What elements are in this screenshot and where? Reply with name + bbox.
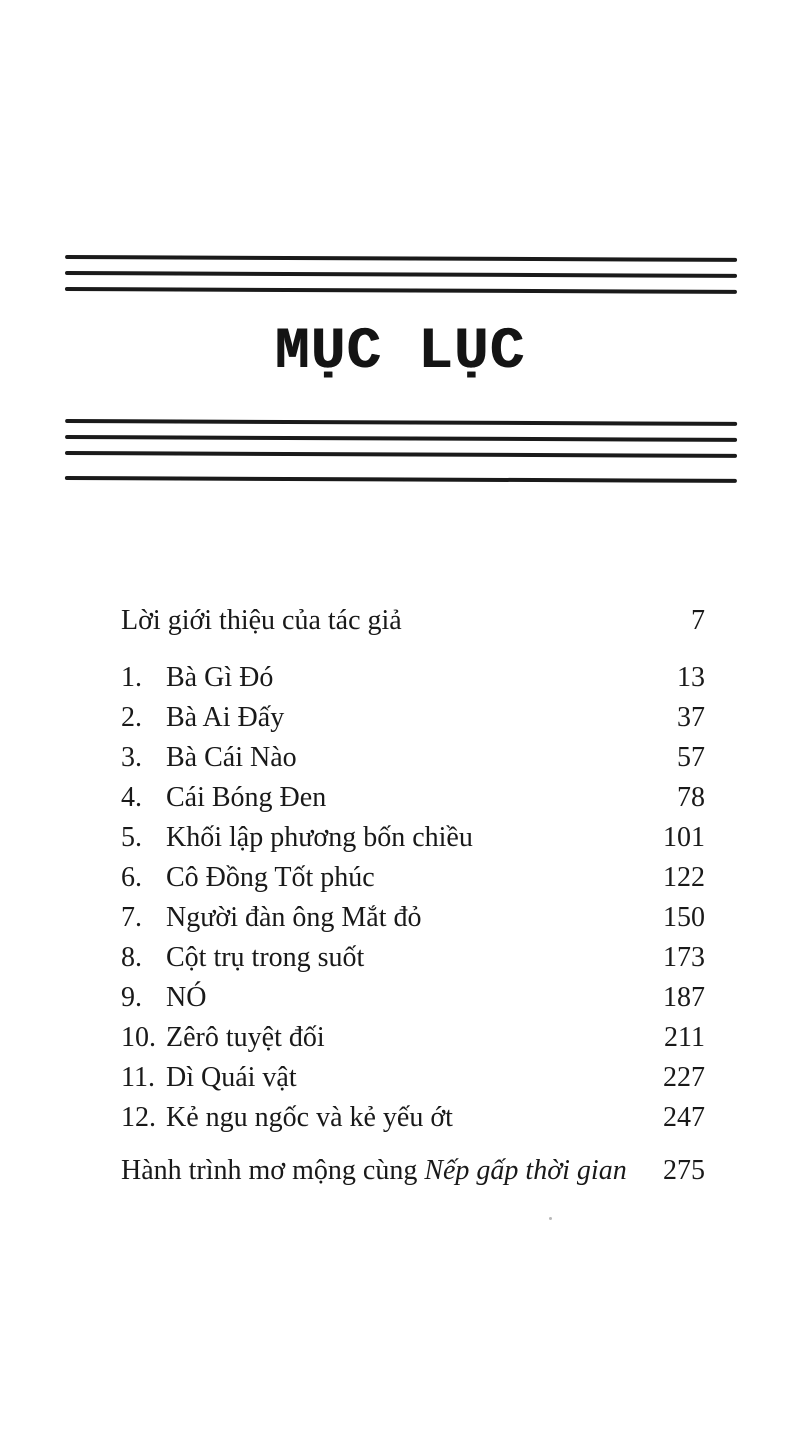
- toc-entry-page: 7: [691, 605, 705, 636]
- toc-entry-number: 4.: [121, 782, 142, 813]
- toc-row: [121, 938, 705, 978]
- toc-entry-number: 8.: [121, 942, 142, 973]
- toc-row: [121, 978, 705, 1018]
- toc-entry-number: 2.: [121, 702, 142, 733]
- toc-row: [121, 658, 705, 698]
- toc-entry-page: 150: [663, 902, 705, 933]
- decorative-rule: [65, 451, 737, 458]
- toc-entry-number: 3.: [121, 742, 142, 773]
- toc-entry-number: 12.: [121, 1102, 156, 1133]
- toc-entry-title: Bà Ai Đấy: [166, 702, 285, 733]
- toc-entry-number: 5.: [121, 822, 142, 853]
- toc-row: [121, 1058, 705, 1098]
- toc-entry-title: Cô Đồng Tốt phúc: [166, 862, 375, 893]
- toc-row: [121, 898, 705, 938]
- toc-entry-page: 211: [664, 1022, 705, 1053]
- decorative-rule: [65, 419, 737, 426]
- toc-entry-title: Lời giới thiệu của tác giả: [121, 605, 402, 636]
- toc-entry-title: Cái Bóng Đen: [166, 782, 327, 813]
- toc-outro-prefix: Hành trình mơ mộng cùng: [121, 1155, 425, 1186]
- toc-entry-page: 275: [663, 1155, 705, 1186]
- toc-entry-page: 122: [663, 862, 705, 893]
- decorative-rule: [65, 287, 737, 294]
- toc-entry-title: Khối lập phương bốn chiều: [166, 822, 473, 853]
- table-of-contents: [121, 601, 705, 1191]
- toc-entry-title: Zêrô tuyệt đối: [166, 1022, 325, 1053]
- toc-entry-number: 6.: [121, 862, 142, 893]
- toc-entry-page: 247: [663, 1102, 705, 1133]
- toc-entry-page: 173: [663, 942, 705, 973]
- toc-entry-number: 10.: [121, 1022, 156, 1053]
- toc-entry-number: 9.: [121, 982, 142, 1013]
- toc-entry-title: [121, 1151, 627, 1191]
- toc-entry-title: Dì Quái vật: [166, 1062, 297, 1093]
- toc-outro-book-title: Nếp gấp thời gian: [424, 1155, 627, 1186]
- toc-entry-title: Bà Gì Đó: [166, 662, 274, 693]
- toc-entry-page: 187: [663, 982, 705, 1013]
- decorative-rule: [65, 255, 737, 262]
- toc-row-intro: [121, 601, 705, 641]
- toc-entry-page: 101: [663, 822, 705, 853]
- toc-row-outro: [121, 1151, 705, 1191]
- toc-entry-title: Cột trụ trong suốt: [166, 942, 365, 973]
- toc-entry-page: 13: [677, 662, 705, 693]
- decorative-rule: [65, 435, 737, 442]
- toc-row: [121, 1098, 705, 1138]
- decorative-rule: [65, 271, 737, 278]
- toc-row: [121, 778, 705, 818]
- toc-entry-title: Bà Cái Nào: [166, 742, 297, 773]
- scan-artifact-speck: [549, 1217, 552, 1220]
- decorative-rules-top: [65, 255, 737, 306]
- toc-row: [121, 818, 705, 858]
- toc-entry-number: 7.: [121, 902, 142, 933]
- page-title: MỤC LỤC: [274, 320, 526, 385]
- toc-row: [121, 698, 705, 738]
- toc-chapter-list: [121, 658, 705, 1138]
- toc-entry-title: Kẻ ngu ngốc và kẻ yếu ớt: [166, 1102, 453, 1133]
- toc-entry-number: 11.: [121, 1062, 155, 1093]
- toc-row: [121, 858, 705, 898]
- decorative-rule: [65, 476, 737, 483]
- toc-entry-page: 57: [677, 742, 705, 773]
- toc-entry-title: NÓ: [166, 982, 207, 1013]
- toc-row: [121, 1018, 705, 1058]
- toc-row: [121, 738, 705, 778]
- toc-entry-page: 37: [677, 702, 705, 733]
- toc-entry-title: Người đàn ông Mắt đỏ: [166, 902, 422, 933]
- decorative-rules-bottom: [65, 419, 737, 495]
- toc-entry-page: 227: [663, 1062, 705, 1093]
- toc-entry-number: 1.: [121, 662, 142, 693]
- toc-entry-page: 78: [677, 782, 705, 813]
